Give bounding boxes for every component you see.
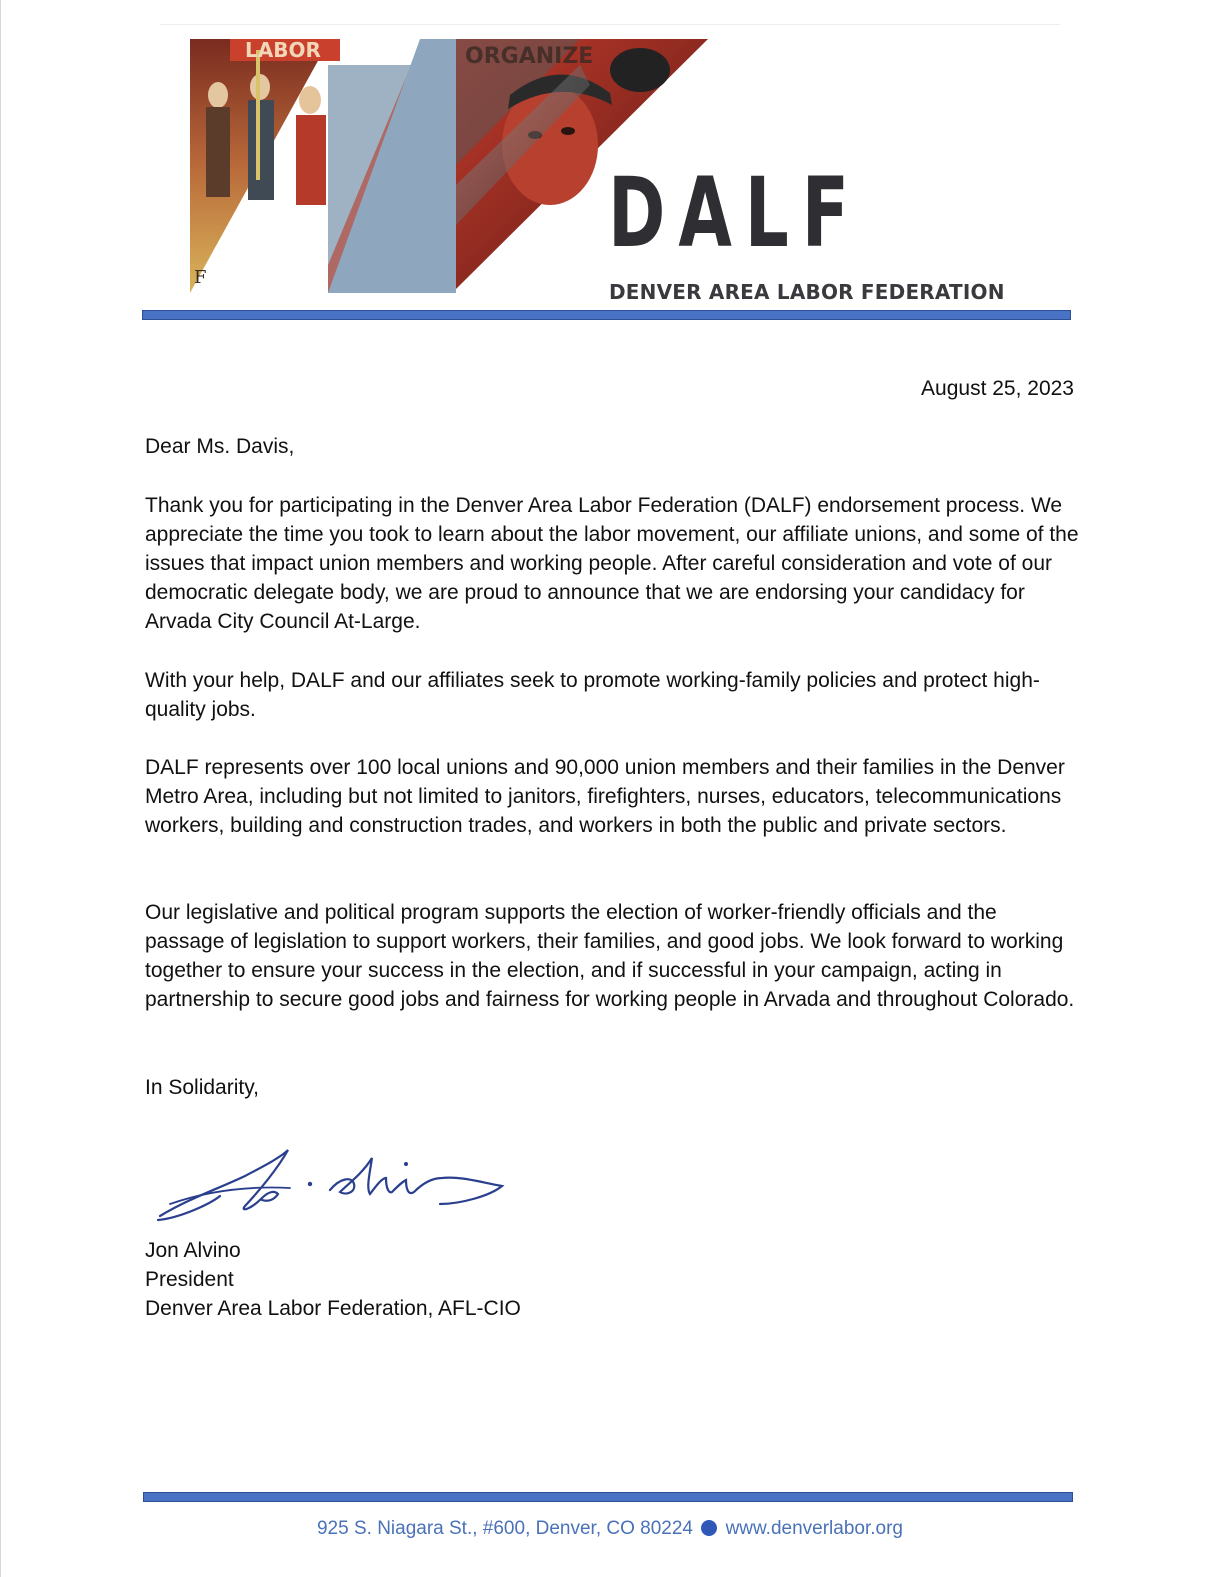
paragraph-2: With your help, DALF and our affiliates seek to promote working-family policies and protect high-quality jobs. [145, 669, 1040, 721]
collage-text-f: F [194, 267, 207, 288]
paragraph-3: DALF represents over 100 local unions and 90,000 union members and their families in the Denver Metro Area, including but not limited to janitors, firefighters, nurses, educators, telecommunications workers, building and construction trades, and workers in both the public and private sectors. [145, 756, 1065, 837]
page-edge [0, 0, 1, 1577]
footer-website-link[interactable]: www.denverlabor.org [725, 1518, 903, 1539]
paragraph-1: Thank you for participating in the Denver Area Labor Federation (DALF) endorsement process. We appreciate the time you took to learn about the labor movement, our affiliate unions, and some of the issues that impact union members and working people. After careful consideration and vote of our democratic delegate body, we are proud to announce that we are endorsing your candidacy for Arvada City Council At-Large. [145, 494, 1079, 633]
signer-title: President [145, 1268, 234, 1291]
signer-organization: Denver Area Labor Federation, AFL-CIO [145, 1297, 521, 1320]
bullet-dot-icon [701, 1520, 717, 1536]
footer-rule [143, 1492, 1073, 1502]
header-rule [142, 310, 1071, 320]
letter-date: August 25, 2023 [921, 377, 1074, 400]
paragraph-4: Our legislative and political program supports the election of worker-friendly officials and the passage of legislation to support workers, their families, and good jobs. We look forward to working together to ensure your success in the election, and if successful in your campaign, acting in partnership to secure good jobs and fairness for working people in Arvada and throughout Colorado. [145, 901, 1075, 1011]
footer-address: 925 S. Niagara St., #600, Denver, CO 80224 [316, 1518, 693, 1539]
signer-name: Jon Alvino [145, 1239, 241, 1262]
collage-text-labor: LABOR [245, 38, 321, 62]
signer-block [145, 1236, 521, 1323]
signature [150, 1138, 520, 1228]
salutation: Dear Ms. Davis, [145, 435, 295, 458]
logo-wordmark: DALF [608, 157, 862, 269]
organization-name: DENVER AREA LABOR FEDERATION [609, 280, 1005, 304]
footer [0, 1518, 1220, 1540]
collage-text-organize: ORGANIZE [465, 44, 594, 69]
closing: In Solidarity, [145, 1076, 259, 1099]
letterhead [160, 24, 1060, 307]
